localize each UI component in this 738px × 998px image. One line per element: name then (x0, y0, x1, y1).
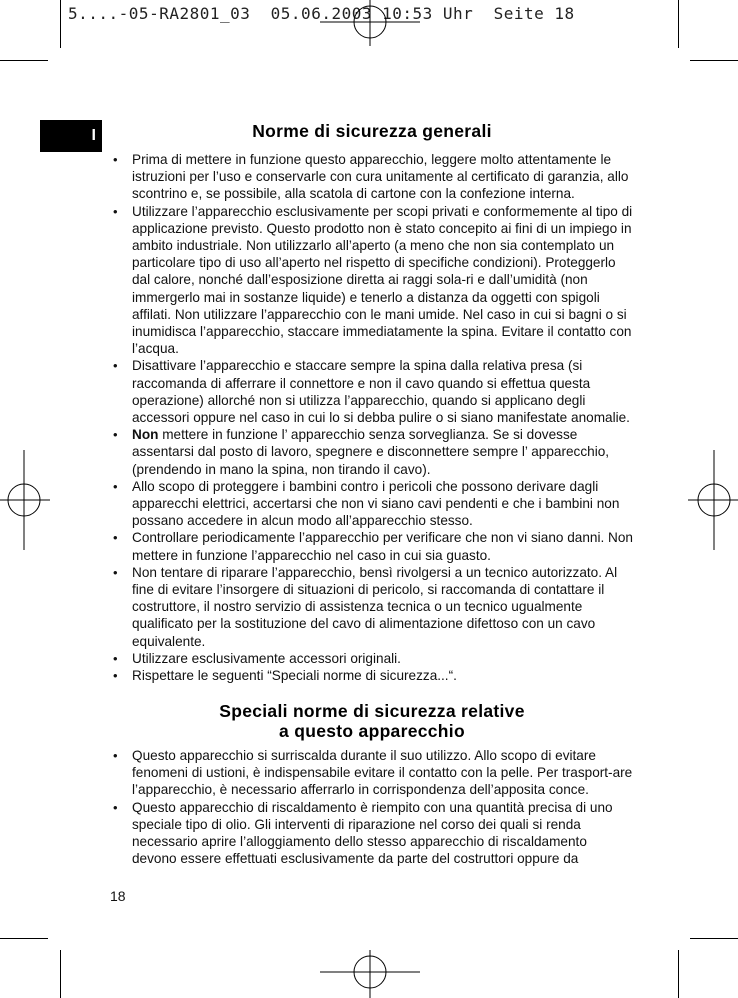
list-item: • Rispettare le seguenti “Speciali norme di sicurezza...“. (113, 668, 457, 684)
list-item: • Utilizzare esclusivamente accessori originali. (113, 650, 401, 666)
language-tab: I (40, 120, 102, 152)
list-item: • Disattivare l’apparecchio e staccare sempre la spina dalla relativa presa (si raccomanda di afferrare il connettore e non il cavo quando si effettua questa operazione) allorché non si utilizza l’apparecchio, quando si applicano degli accessori oppure nel caso in cui lo si debba pulire o si siano manifestate anomalie. (113, 358, 630, 426)
bullet-icon: • (113, 668, 118, 684)
bullet-icon: • (113, 564, 118, 580)
crop-mark-top-right-vertical (678, 0, 679, 48)
bullet-icon: • (113, 748, 118, 763)
list-item: • Non tentare di riparare l’apparecchio, bensì rivolgersi a un tecnico autorizzato. Al fine di evitare l’insorgere di situazioni di pericolo, si raccomanda di contattare il costruttore, il nostro servizio di assistenza tecnica o un tecnico ugualmente qualificato per la sostituzione del cavo di alimentazione difettoso con un cavo equivalente. (113, 564, 618, 649)
registration-mark-right-icon (688, 450, 738, 550)
bullet-icon: • (113, 478, 118, 494)
bullet-icon: • (113, 530, 118, 546)
crop-mark-bottom-left-horizontal (0, 938, 48, 939)
specific-safety-list (110, 747, 634, 867)
section-title-general-safety: Norme di sicurezza generali (252, 121, 492, 141)
crop-mark-top-left-horizontal (0, 60, 48, 61)
list-item: • Controllare periodicamente l’apparecchio per verificare che non vi siano danni. Non mettere in funzione l’apparecchio nel caso in cui sia guasto. (113, 530, 633, 563)
bullet-icon: • (113, 799, 118, 815)
bullet-icon: • (113, 427, 118, 443)
registration-mark-bottom-icon (320, 950, 420, 998)
bullet-icon: • (113, 203, 118, 219)
list-item: • Questo apparecchio si surriscalda durante il suo utilizzo. Allo scopo di evitare fenomeni di ustioni, è indispensabile evitare il contatto con la pelle. Per trasport-are l’apparecchio, è necessario afferrarlo in corrispondenza dell’apposita conce. (113, 748, 633, 798)
list-item: • Utilizzare l’apparecchio esclusivamente per scopi privati e conformemente al tipo di applicazione previsto. Questo prodotto non è stato concepito ai fini di un impiego in ambito industriale. Non utilizzarlo all’aperto (a meno che non sia contemplato un particolare tipo di uso all’aperto nel rispetto di specifiche condizioni). Proteggerlo dal calore, nonché dall’esposizione diretta ai raggi sola-ri e dall’umidità (non immergerlo mai in sostanze liquide) e tenerlo a distanza da oggetti con spigoli affilati. Non utilizzare l’apparecchio con le mani umide. Nel caso in cui si bagni o si inumidisca l’apparecchio, staccare immediatamente la spina. Evitare il contatto con l’acqua. (113, 203, 633, 357)
registration-mark-top-icon (320, 0, 420, 46)
emphasis-non: Non (132, 427, 159, 443)
print-slug: 5....-05-RA2801_03 05.06.2003 10:53 Uhr Seite 18 (68, 4, 575, 23)
list-item: • Allo scopo di proteggere i bambini contro i pericoli che possono derivare dagli apparecchi elettrici, accertarsi che non vi siano cavi pendenti e che i bambini non possano accedere in alcun modo all’apparecchio stesso. (113, 478, 620, 529)
bullet-icon: • (113, 358, 118, 374)
bullet-icon: • (113, 650, 118, 666)
crop-mark-top-left-vertical (60, 0, 61, 48)
crop-mark-bottom-right-vertical (678, 950, 679, 998)
page-number: 18 (110, 888, 126, 904)
section-title-specific-safety: Speciali norme di sicurezza relative a questo apparecchio (219, 701, 525, 741)
crop-mark-bottom-right-horizontal (690, 938, 738, 939)
list-item: • Prima di mettere in funzione questo apparecchio, leggere molto attentamente le istruzioni per l’uso e conservarle con cura unitamente al certificato di garanzia, allo scontrino e, se possibile, alla scatola di cartone con la confezione interna. (113, 152, 629, 202)
bullet-icon: • (113, 152, 118, 167)
general-safety-list (110, 151, 634, 684)
crop-mark-top-right-horizontal (690, 60, 738, 61)
registration-mark-left-icon (0, 450, 50, 550)
list-item: • Questo apparecchio di riscaldamento è riempito con una quantità precisa di uno speciale tipo di olio. Gli interventi di riparazione nel corso dei quali si renda necessario aprire l’alloggiamento dello stesso apparecchio di riscaldamento devono essere effettuati esclusivamente da parte del costruttori oppure da (113, 799, 613, 867)
list-item: • Non mettere in funzione l’ apparecchio senza sorveglianza. Se si dovesse assentarsi dal posto di lavoro, spegnere e disconnettere sempre l’ apparecchio, (prendendo in mano la spina, non tirando il cavo). (113, 427, 610, 477)
crop-mark-bottom-left-vertical (60, 950, 61, 998)
